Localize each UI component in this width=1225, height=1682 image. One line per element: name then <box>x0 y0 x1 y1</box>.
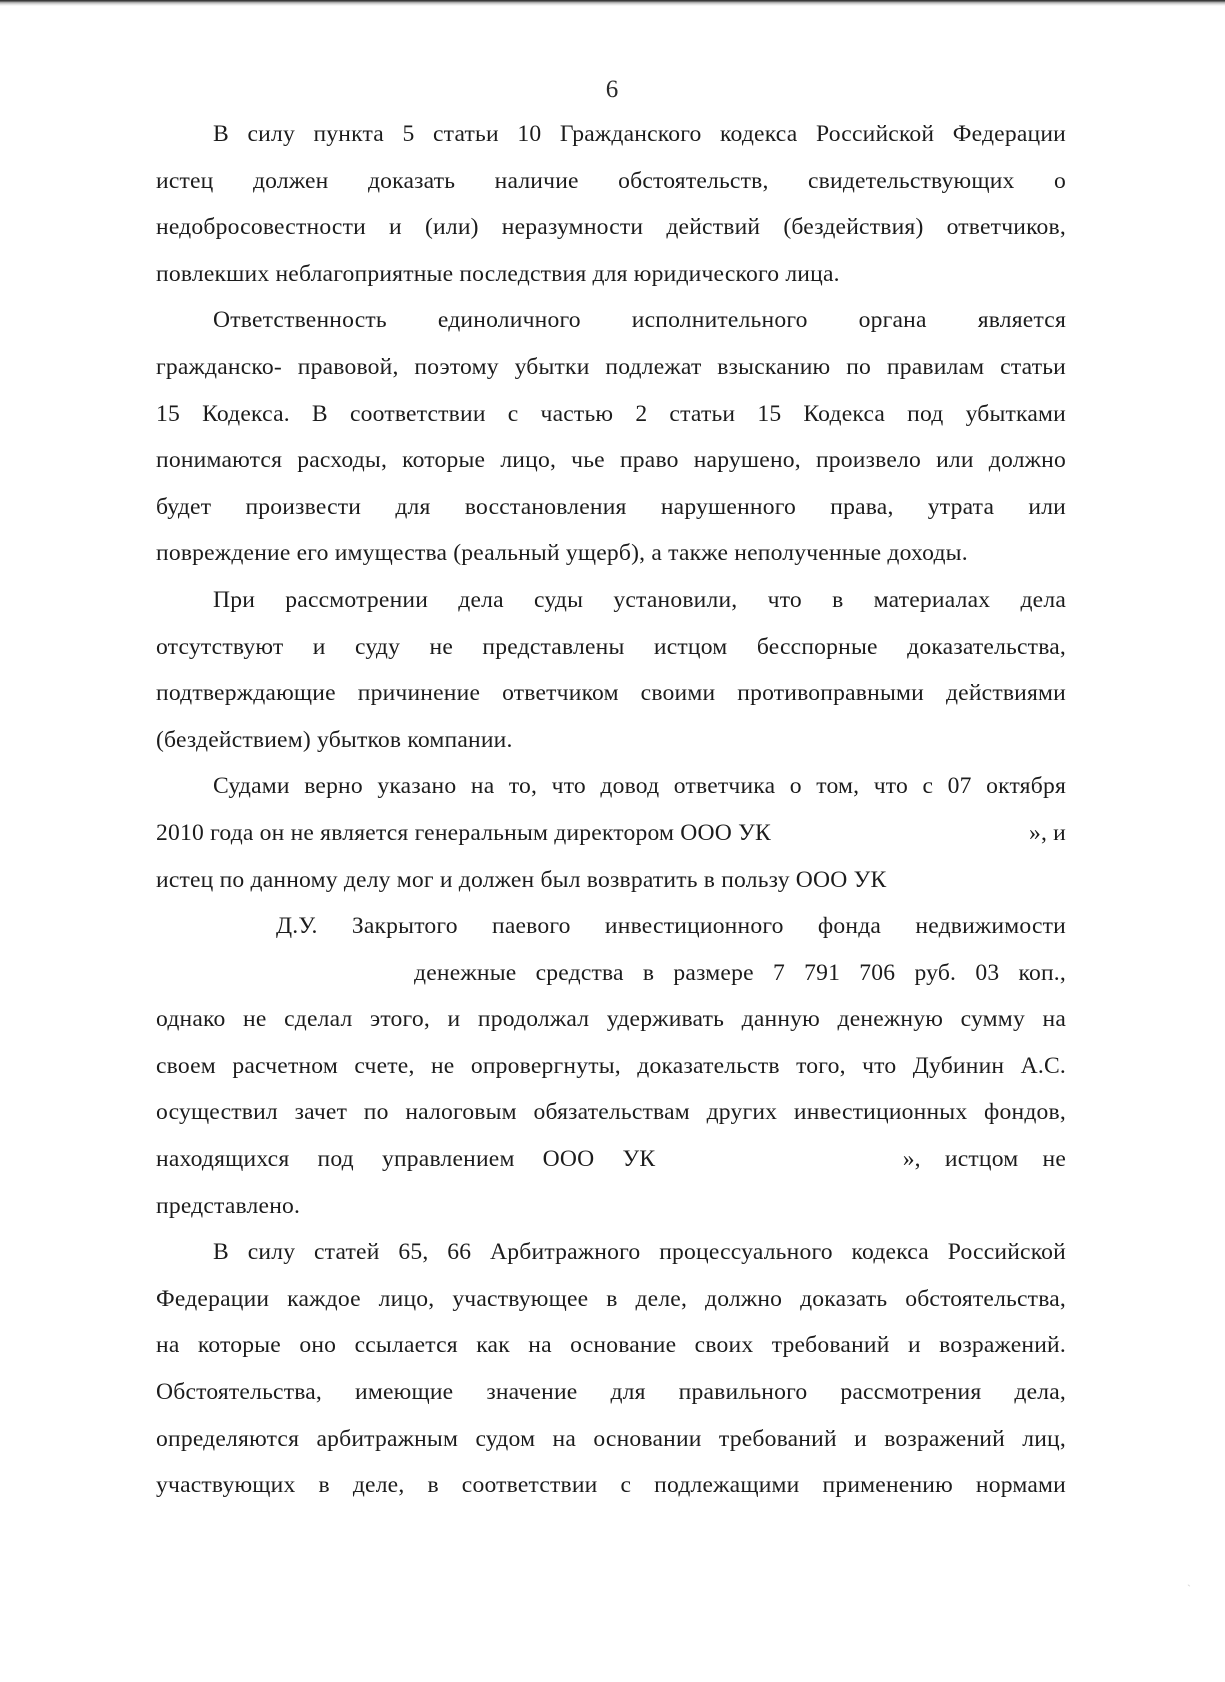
text-line: В силу статей 65, 66 Арбитражного процессуального кодекса Российской <box>213 1239 1066 1266</box>
text-line: на которые оно ссылается как на основание своих требований и возражений. <box>156 1332 1066 1359</box>
text-line-redacted <box>156 1136 1066 1183</box>
text-line: участвующих в деле, в соответствии с подлежащими применению нормами <box>156 1472 1066 1499</box>
text-line: денежные средства в размере 7 791 706 руб. 03 коп., <box>414 959 1066 986</box>
text-line: При рассмотрении дела суды установили, что в материалах дела <box>213 586 1066 613</box>
text-line: будет произвести для восстановления нарушенного права, утрата или <box>156 493 1066 520</box>
text-line: повлекших неблагоприятные последствия для юридического лица. <box>156 260 840 287</box>
text-line: Федерации каждое лицо, участвующее в деле, должно доказать обстоятельства, <box>156 1285 1066 1312</box>
text-line: Обстоятельства, имеющие значение для правильного рассмотрения дела, <box>156 1379 1066 1406</box>
text-fragment: находящихся под управлением ООО УК <box>156 1146 656 1173</box>
text-line: (бездействием) убытков компании. <box>156 726 513 753</box>
text-line: гражданско- правовой, поэтому убытки подлежат взысканию по правилам статьи <box>156 353 1066 380</box>
text-line: повреждение его имущества (реальный ущерб), а также неполученные доходы. <box>156 540 968 567</box>
text-line: истец по данному делу мог и должен был возвратить в пользу ООО УК <box>156 866 887 893</box>
text-line: определяются арбитражным судом на основании требований и возражений лиц, <box>156 1425 1066 1452</box>
text-line: В силу пункта 5 статьи 10 Гражданского кодекса Российской Федерации <box>213 121 1066 147</box>
text-line: Д.У. Закрытого паевого инвестиционного фонда недвижимости <box>276 913 1066 940</box>
text-line: отсутствуют и суду не представлены истцом бесспорные доказательства, <box>156 633 1066 660</box>
text-line: недобросовестности и (или) неразумности действий (бездействия) ответчиков, <box>156 214 1066 241</box>
text-line: Ответственность единоличного исполнительного органа является <box>213 307 1066 334</box>
text-line-redacted <box>156 810 1066 857</box>
text-line: своем расчетном счете, не опровергнуты, доказательств того, что Дубинин А.С. <box>156 1052 1066 1079</box>
text-line: понимаются расходы, которые лицо, чье право нарушено, произвело или должно <box>156 447 1066 474</box>
text-line: Судами верно указано на то, что довод ответчика о том, что с 07 октября <box>213 773 1066 800</box>
document-body <box>156 111 1066 1509</box>
text-fragment: », истцом не <box>902 1146 1066 1173</box>
text-line: однако не сделал этого, и продолжал удерживать данную денежную сумму на <box>156 1006 1066 1033</box>
scan-artifact-mark: ˎ <box>1187 1573 1191 1587</box>
text-line: истец должен доказать наличие обстоятельств, свидетельствующих о <box>156 167 1066 194</box>
scan-top-edge <box>0 0 1225 6</box>
paragraph-4 <box>156 763 1066 1229</box>
text-line: представлено. <box>156 1192 301 1219</box>
text-fragment: », и <box>1028 819 1066 846</box>
text-line: осуществил зачет по налоговым обязательствам других инвестиционных фондов, <box>156 1099 1066 1126</box>
paragraph-3 <box>156 577 1066 763</box>
paragraph-2 <box>156 297 1066 577</box>
paragraph-5 <box>156 1229 1066 1509</box>
text-line: 15 Кодекса. В соответствии с частью 2 статьи 15 Кодекса под убытками <box>156 400 1066 427</box>
text-line: подтверждающие причинение ответчиком своими противоправными действиями <box>156 680 1066 707</box>
page-number: 6 <box>605 76 619 103</box>
text-fragment: 2010 года он не является генеральным директором ООО УК <box>156 819 771 846</box>
paragraph-1 <box>156 111 1066 297</box>
